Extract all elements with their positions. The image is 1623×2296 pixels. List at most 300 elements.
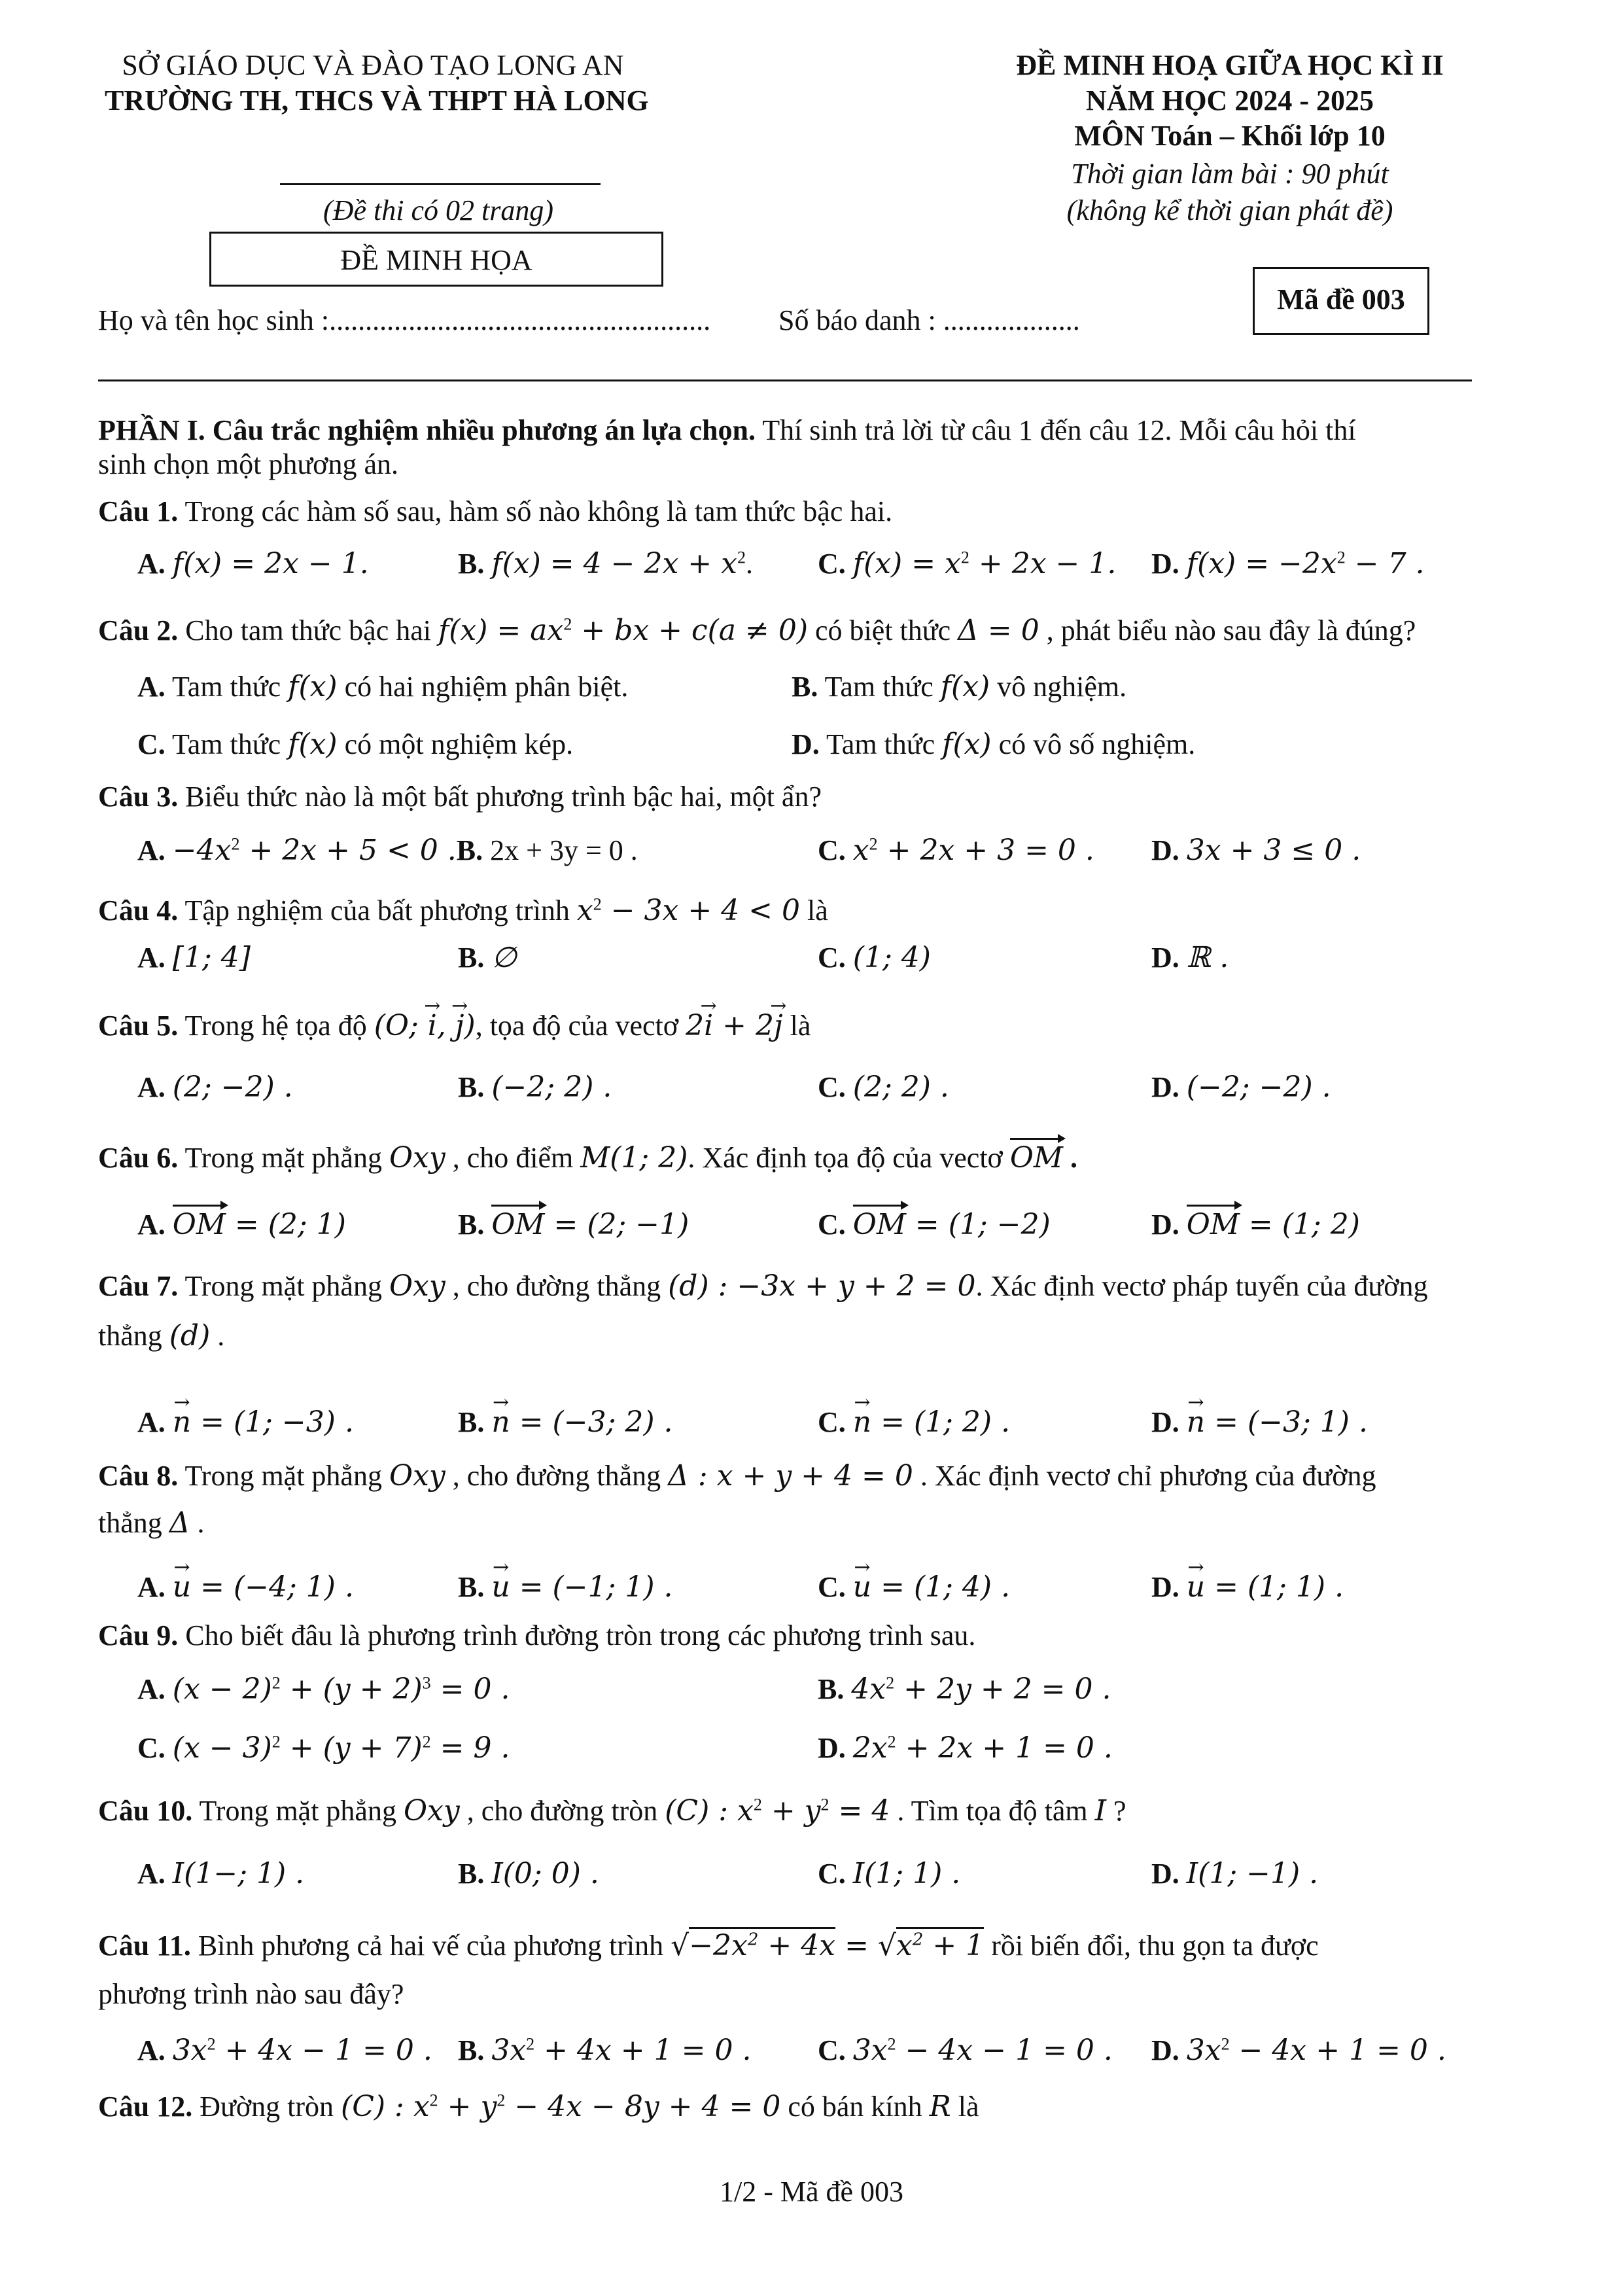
q4-option-c[interactable] <box>818 941 931 975</box>
part1-instruction: Thí sinh trả lời từ câu 1 đến câu 12. Mỗi câu hỏi thí <box>756 414 1356 446</box>
q7-option-b[interactable] <box>458 1405 673 1439</box>
q5-option-a[interactable] <box>137 1070 293 1104</box>
q11-rad-term: x <box>896 1929 913 1962</box>
q12-math: + y <box>438 2090 497 2123</box>
q3-option-a[interactable] <box>137 834 638 868</box>
q8-c-math: = (1; 4) . <box>871 1570 1011 1604</box>
vector-u: → u <box>491 1570 510 1604</box>
option-label: D. <box>1151 2034 1179 2066</box>
q9-label: Câu 9. <box>98 1619 179 1651</box>
q2-text: có biệt thức <box>808 614 958 646</box>
q4-a-math: [1; 4] <box>172 941 251 974</box>
q5-text: , tọa độ của vectơ <box>475 1010 686 1042</box>
q8-label: Câu 8. <box>98 1460 179 1492</box>
option-label: C. <box>818 942 846 974</box>
subject: MÔN Toán – Khối lớp 10 <box>1074 120 1386 152</box>
q1-option-d[interactable] <box>1151 547 1425 581</box>
student-name-field[interactable]: Họ và tên học sinh :..................................................... <box>98 304 711 336</box>
part1-title: PHẦN I. Câu trắc nghiệm nhiều phương án lựa chọn. <box>98 414 756 446</box>
option-label: C. <box>818 1209 846 1241</box>
q4-math: − 3x + 4 < 0 <box>601 894 801 927</box>
q10-math: = 4 <box>829 1794 890 1828</box>
q5-option-c[interactable] <box>818 1070 949 1104</box>
q11-rad-term: + 4x <box>758 1929 836 1962</box>
q1-a-math: f(x) = 2x − 1. <box>172 547 369 580</box>
q5-vector-expression: 2→ i + 2→ j <box>686 1009 783 1042</box>
option-label: A. <box>137 942 166 974</box>
pages-note: (Đề thi có 02 trang) <box>323 194 553 226</box>
option-label: A. <box>137 1406 166 1438</box>
q7-math: (d) <box>169 1319 211 1352</box>
q5-text: là <box>782 1010 811 1042</box>
q6-option-d[interactable] <box>1151 1208 1360 1242</box>
option-label: B. <box>458 1858 485 1890</box>
option-label: D. <box>1151 548 1179 580</box>
q9-b-math: 4x <box>851 1672 886 1706</box>
q1-b-tail: . <box>745 548 753 580</box>
question-8-line-2 <box>98 1506 205 1540</box>
q11-b-math: + 4x + 1 = 0 . <box>534 2034 752 2067</box>
option-label: D. <box>1151 834 1179 866</box>
exponent: 2 <box>422 1732 431 1752</box>
question-6 <box>98 1141 1077 1175</box>
q5-d-math: (−2; −2) . <box>1186 1070 1331 1104</box>
vector-om: OM <box>173 1205 226 1241</box>
q10-b-math: I(0; 0) . <box>491 1857 599 1890</box>
candidate-number-field[interactable]: Số báo danh : ................... <box>778 304 1080 336</box>
question-5 <box>98 1009 811 1043</box>
q6-option-c[interactable] <box>818 1208 1051 1242</box>
page-footer: 1/2 - Mã đề 003 <box>719 2176 904 2208</box>
q11-radical-left: $√-2x^2 + 4x$ <box>671 1927 835 1962</box>
vector-u: → u <box>853 1570 871 1604</box>
vector-u: → u <box>1187 1570 1205 1604</box>
option-label: B. <box>458 1406 485 1438</box>
q2-c-text: có một nghiệm kép. <box>337 728 574 760</box>
q8-b-math: = (−1; 1) . <box>510 1570 673 1604</box>
q8-option-a[interactable] <box>137 1570 354 1604</box>
part1-heading <box>98 414 1356 448</box>
q4-option-a[interactable] <box>137 941 251 975</box>
q2-a-math: f(x) <box>288 670 338 703</box>
exponent: 2 <box>593 894 602 914</box>
q7-text: . Xác định vectơ pháp tuyến của đường <box>975 1270 1428 1302</box>
vector-n: → n <box>173 1405 191 1439</box>
q2-d-math: f(x) <box>942 728 992 761</box>
q4-text: là <box>800 894 828 927</box>
q5-label: Câu 5. <box>98 1010 179 1042</box>
q8-option-d[interactable] <box>1151 1570 1344 1604</box>
q1-label: Câu 1. <box>98 495 179 527</box>
q7-a-math: = (1; −3) . <box>191 1405 354 1439</box>
vector-n: → n <box>491 1405 510 1439</box>
option-label: C. <box>818 1406 846 1438</box>
exponent: 2 <box>960 548 969 567</box>
q3-a-math: + 2x + 5 < 0 . <box>239 834 457 867</box>
q1-option-c[interactable] <box>818 547 1116 581</box>
q12-text: là <box>951 2091 979 2123</box>
q9-option-d[interactable] <box>818 1731 1113 1765</box>
q3-a-math: −4x <box>172 834 232 867</box>
q3-b-math: 2x + 3y = 0 . <box>483 834 638 866</box>
option-label: D. <box>1151 1406 1179 1438</box>
q4-label: Câu 4. <box>98 894 179 927</box>
q10-math: I <box>1094 1794 1107 1828</box>
q11-b-math: 3x <box>491 2034 527 2067</box>
q9-option-a[interactable] <box>137 1672 510 1706</box>
q1-c-tail: + 2x − 1. <box>969 547 1117 580</box>
exponent: 2 <box>1221 2034 1230 2054</box>
q2-option-b[interactable] <box>792 670 1126 704</box>
q6-vector: OM <box>1010 1138 1063 1174</box>
q8-math: Oxy <box>389 1459 445 1492</box>
q9-a-math: + (y + 2) <box>280 1672 423 1706</box>
option-label: A. <box>137 1071 166 1103</box>
q10-d-math: I(1; −1) . <box>1186 1857 1319 1890</box>
exponent: 2 <box>271 1732 281 1752</box>
q11-rad-term: + 1 <box>923 1929 985 1962</box>
q1-d-math: f(x) = −2x <box>1186 547 1337 580</box>
q6-text: . <box>1062 1142 1077 1174</box>
option-label: A. <box>137 1209 166 1241</box>
q11-label: Câu 11. <box>98 1930 191 1962</box>
q11-rad-term: −2x <box>689 1929 748 1962</box>
vector-om: OM <box>853 1205 906 1241</box>
header-divider <box>98 380 1472 381</box>
q2-b-math: f(x) <box>940 670 990 703</box>
option-label: A. <box>137 548 166 580</box>
option-label: C. <box>137 1732 166 1764</box>
q9-option-c[interactable] <box>137 1731 510 1765</box>
q12-label: Câu 12. <box>98 2091 193 2123</box>
option-label: D. <box>1151 1071 1179 1103</box>
q11-d-math: − 4x + 1 = 0 . <box>1229 2034 1446 2067</box>
q12-math: R <box>929 2090 951 2123</box>
exam-code: Mã đề 003 <box>1277 283 1405 315</box>
q5-coordinate-system: (O; → i, → j) <box>374 1009 476 1042</box>
part1-instruction-2: sinh chọn một phương án. <box>98 448 398 480</box>
vector-n: → n <box>1187 1405 1205 1439</box>
vector-n: → n <box>853 1405 871 1439</box>
q6-label: Câu 6. <box>98 1142 179 1174</box>
q5-option-d[interactable] <box>1151 1070 1331 1104</box>
q5-c-math: (2; 2) . <box>852 1070 949 1104</box>
q11-a-math: + 4x − 1 = 0 . <box>215 2034 432 2067</box>
q4-d-math: ℝ . <box>1186 941 1229 974</box>
duration-note: (không kể thời gian phát đề) <box>1066 194 1393 226</box>
q7-option-d[interactable] <box>1151 1405 1368 1439</box>
q1-option-b[interactable] <box>458 547 753 581</box>
option-label: D. <box>792 728 820 760</box>
q4-b-math: ∅ <box>491 941 517 974</box>
q9-b-math: + 2y + 2 = 0 . <box>894 1672 1111 1706</box>
q9-a-math: = 0 . <box>430 1672 510 1706</box>
question-10 <box>98 1794 1126 1828</box>
exponent: 2 <box>1336 548 1346 567</box>
exponent: 2 <box>886 1673 895 1693</box>
option-label: C. <box>818 548 846 580</box>
q6-option-b[interactable] <box>458 1208 689 1242</box>
q8-text: . Xác định vectơ chỉ phương của đường <box>913 1460 1376 1492</box>
q1-c-math: f(x) = x <box>852 547 961 580</box>
option-label: A. <box>137 2034 166 2066</box>
exponent: 2 <box>563 614 572 634</box>
q4-option-d[interactable] <box>1151 941 1229 975</box>
exponent: 2 <box>820 1795 829 1814</box>
option-label: C. <box>137 728 166 760</box>
q1-b-math: f(x) = 4 − 2x + x <box>491 547 737 580</box>
q7-text: , cho đường thẳng <box>445 1270 669 1302</box>
vector-u: → u <box>173 1570 191 1604</box>
q2-text: , phát biểu nào sau đây là đúng? <box>1039 614 1416 646</box>
q12-math: − 4x − 8y + 4 = 0 <box>505 2090 781 2123</box>
q7-math: (d) : −3x + y + 2 = 0 <box>668 1269 976 1303</box>
q10-option-d[interactable] <box>1151 1857 1318 1891</box>
q10-option-c[interactable] <box>818 1857 960 1891</box>
option-label: D. <box>818 1732 846 1764</box>
option-label: C. <box>818 834 846 866</box>
option-label: B. <box>818 1673 845 1705</box>
q10-math: (C) : x <box>665 1794 754 1828</box>
q2-option-a[interactable] <box>137 670 628 704</box>
q5-a-math: (2; −2) . <box>172 1070 293 1104</box>
q10-math: Oxy <box>403 1794 460 1828</box>
q3-d-math: 3x + 3 ≤ 0 . <box>1186 834 1361 867</box>
exponent: 2 <box>207 2034 216 2054</box>
exponent: 2 <box>887 1732 896 1752</box>
option-label: B. <box>458 1071 485 1103</box>
q6-d-math: = (1; 2) <box>1239 1208 1360 1241</box>
q2-d-text: có vô số nghiệm. <box>991 728 1196 760</box>
q7-text: Trong mặt phẳng <box>178 1270 389 1302</box>
q2-option-c[interactable] <box>137 728 573 762</box>
option-label: A. <box>137 671 166 703</box>
question-7-line-2 <box>98 1319 224 1353</box>
question-7 <box>98 1269 1428 1303</box>
exponent: 2 <box>869 834 878 854</box>
exponent: 2 <box>747 1930 759 1950</box>
option-label: B. <box>458 1209 485 1241</box>
option-label: D. <box>1151 1858 1179 1890</box>
option-label: D. <box>1151 1209 1179 1241</box>
q10-text: ? <box>1106 1795 1126 1827</box>
q11-option-d[interactable] <box>1151 2034 1446 2068</box>
q9-option-b[interactable] <box>818 1672 1111 1706</box>
option-label: B. <box>792 671 818 703</box>
exponent: 2 <box>912 1930 924 1950</box>
q3-c-math: + 2x + 3 = 0 . <box>877 834 1094 867</box>
q4-text: Tập nghiệm của bất phương trình <box>178 894 577 927</box>
q2-math: Δ = 0 <box>958 614 1039 647</box>
q7-math: Oxy <box>389 1269 445 1303</box>
q6-text: . Xác định tọa độ của vectơ <box>688 1142 1010 1174</box>
q2-b-text: vô nghiệm. <box>990 671 1127 703</box>
q8-text: , cho đường thẳng <box>445 1460 669 1492</box>
exam-type-label: ĐỀ MINH HỌA <box>340 244 532 276</box>
q6-math: M(1; 2) <box>580 1141 688 1174</box>
q7-label: Câu 7. <box>98 1270 179 1302</box>
q5-b-math: (−2; 2) . <box>491 1070 612 1104</box>
q3-text: Biểu thức nào là một bất phương trình bậc hai, một ẩn? <box>178 781 822 813</box>
q5-option-b[interactable] <box>458 1070 612 1104</box>
school-year: NĂM HỌC 2024 - 2025 <box>1086 84 1374 116</box>
q11-text: rồi biến đổi, thu gọn ta được <box>984 1930 1319 1962</box>
q10-c-math: I(1; 1) . <box>852 1857 961 1890</box>
q2-option-d[interactable] <box>792 728 1195 762</box>
q11-text: Bình phương cả hai vế của phương trình <box>190 1930 671 1962</box>
q2-text: Cho tam thức bậc hai <box>178 614 438 646</box>
dept-name: SỞ GIÁO DỤC VÀ ĐÀO TẠO LONG AN <box>122 49 624 81</box>
q4-c-math: (1; 4) <box>852 941 931 974</box>
q9-c-math: (x − 3) <box>172 1731 272 1765</box>
q11-c-math: 3x <box>852 2034 888 2067</box>
q11-d-math: 3x <box>1186 2034 1221 2067</box>
q2-a-text: có hai nghiệm phân biệt. <box>337 671 629 703</box>
q2-a-text: Tam thức <box>165 671 288 703</box>
question-3 <box>98 780 822 814</box>
q6-text: Trong mặt phẳng <box>178 1142 389 1174</box>
q8-text: thẳng <box>98 1507 169 1539</box>
question-11-line-2: phương trình nào sau đây? <box>98 1978 404 2010</box>
q3-c-math: x <box>852 834 869 867</box>
q10-text: Trong mặt phẳng <box>192 1795 404 1827</box>
option-label: D. <box>1151 942 1179 974</box>
q1-option-a[interactable] <box>137 547 369 581</box>
option-label: B. <box>456 834 483 866</box>
option-label: D. <box>1151 1571 1179 1603</box>
q1-text: Trong các hàm số sau, hàm số nào không là tam thức bậc hai. <box>178 495 893 527</box>
q9-a-math: (x − 2) <box>172 1672 272 1706</box>
exponent: 3 <box>422 1673 431 1693</box>
q9-text: Cho biết đâu là phương trình đường tròn trong các phương trình sau. <box>178 1619 976 1651</box>
option-label: B. <box>458 2034 485 2066</box>
q9-d-math: 2x <box>852 1731 888 1765</box>
q8-text: . <box>190 1507 205 1539</box>
q8-d-math: = (1; 1) . <box>1205 1570 1344 1604</box>
q9-d-math: + 2x + 1 = 0 . <box>896 1731 1113 1765</box>
q6-c-math: = (1; −2) <box>905 1208 1051 1241</box>
q10-math: + y <box>761 1794 821 1828</box>
q11-c-math: − 4x − 1 = 0 . <box>896 2034 1113 2067</box>
q12-text: có bán kính <box>780 2091 930 2123</box>
q3-option-d[interactable] <box>1151 834 1361 868</box>
q10-option-a[interactable] <box>137 1857 304 1891</box>
q1-d-tail: − 7 . <box>1345 547 1425 580</box>
q11-option-c[interactable] <box>818 2034 1113 2068</box>
q2-b-text: Tam thức <box>818 671 941 703</box>
question-8 <box>98 1459 1376 1493</box>
q2-label: Câu 2. <box>98 614 179 646</box>
q7-option-c[interactable] <box>818 1405 1010 1439</box>
q6-option-a[interactable] <box>137 1208 346 1242</box>
q8-math: Δ <box>169 1506 190 1540</box>
exponent: 2 <box>737 548 746 567</box>
q2-d-text: Tam thức <box>819 728 943 760</box>
exponent: 2 <box>526 2034 535 2054</box>
option-label: B. <box>458 942 485 974</box>
q10-text: , cho đường tròn <box>459 1795 665 1827</box>
q8-a-math: = (−4; 1) . <box>191 1570 354 1604</box>
vector-om: OM <box>1187 1205 1240 1241</box>
q2-c-math: f(x) <box>288 728 338 761</box>
exam-title: ĐỀ MINH HOẠ GIỮA HỌC KÌ II <box>1016 49 1444 81</box>
q8-math: Δ : x + y + 4 = 0 <box>668 1459 913 1492</box>
q8-option-c[interactable] <box>818 1570 1010 1604</box>
q2-math: + bx + c(a ≠ 0) <box>572 614 809 647</box>
q3-option-c[interactable] <box>818 834 1094 868</box>
duration: Thời gian làm bài : 90 phút <box>1071 158 1389 190</box>
q4-math: x <box>576 894 593 927</box>
q10-label: Câu 10. <box>98 1795 193 1827</box>
q10-text: . Tìm tọa độ tâm <box>890 1795 1095 1827</box>
option-label: C. <box>818 1858 846 1890</box>
q8-text: Trong mặt phẳng <box>178 1460 389 1492</box>
question-1 <box>98 495 892 529</box>
header-divider-left <box>280 183 601 185</box>
question-11 <box>98 1929 1319 1963</box>
q5-text: Trong hệ tọa độ <box>178 1010 374 1042</box>
q10-option-b[interactable] <box>458 1857 599 1891</box>
q3-label: Câu 3. <box>98 781 179 813</box>
option-label: C. <box>818 1571 846 1603</box>
question-9 <box>98 1619 975 1653</box>
option-label: A. <box>137 1571 166 1603</box>
q9-c-math: + (y + 7) <box>280 1731 423 1765</box>
vector-om: OM <box>491 1205 544 1241</box>
q11-option-b[interactable] <box>458 2034 751 2068</box>
q7-d-math: = (−3; 1) . <box>1205 1405 1368 1439</box>
question-2 <box>98 614 1416 648</box>
option-label: B. <box>458 1571 485 1603</box>
option-label: A. <box>137 1858 166 1890</box>
school-name: TRƯỜNG TH, THCS VÀ THPT HÀ LONG <box>105 84 649 116</box>
q6-a-math: = (2; 1) <box>225 1208 346 1241</box>
q2-c-text: Tam thức <box>165 728 288 760</box>
exponent: 2 <box>887 2034 896 2054</box>
q9-c-math: = 9 . <box>430 1731 510 1765</box>
q11-radical-right: $√x^2 + 1$ <box>878 1927 984 1962</box>
q6-b-math: = (2; −1) <box>544 1208 689 1241</box>
question-4 <box>98 894 828 928</box>
exponent: 2 <box>231 834 240 854</box>
q6-text: , cho điểm <box>445 1142 581 1174</box>
q11-equals: = <box>835 1929 878 1962</box>
q7-b-math: = (−3; 2) . <box>510 1405 673 1439</box>
q7-c-math: = (1; 2) . <box>871 1405 1011 1439</box>
exponent: 2 <box>497 2091 506 2110</box>
q12-math: (C) : x <box>341 2090 430 2123</box>
q10-a-math: I(1−; 1) . <box>172 1857 305 1890</box>
q8-option-b[interactable] <box>458 1570 673 1604</box>
q7-text: thẳng <box>98 1320 169 1352</box>
exponent: 2 <box>271 1673 281 1693</box>
q2-math: f(x) = ax <box>438 614 564 647</box>
option-label: A. <box>137 834 166 866</box>
option-label: C. <box>818 1071 846 1103</box>
q7-option-a[interactable] <box>137 1405 354 1439</box>
exponent: 2 <box>753 1795 762 1814</box>
option-label: A. <box>137 1673 166 1705</box>
q12-text: Đường tròn <box>192 2091 341 2123</box>
q7-text: . <box>210 1320 225 1352</box>
question-12 <box>98 2090 979 2124</box>
q4-option-b[interactable] <box>458 941 517 975</box>
q11-option-a[interactable] <box>137 2034 432 2068</box>
q11-a-math: 3x <box>172 2034 207 2067</box>
option-label: B. <box>458 548 485 580</box>
q6-math: Oxy <box>389 1141 445 1174</box>
option-label: C. <box>818 2034 846 2066</box>
